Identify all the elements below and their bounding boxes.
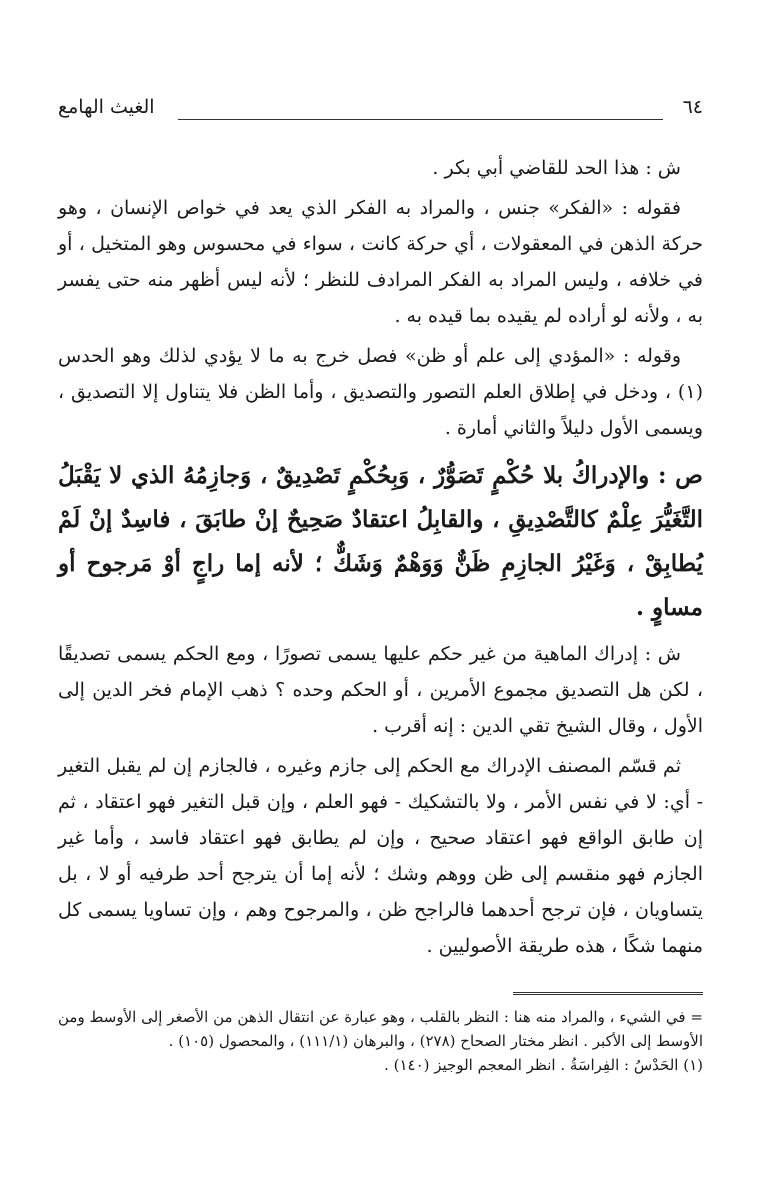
- running-title: الغيث الهامع: [58, 96, 155, 118]
- page-number: ٦٤: [682, 96, 703, 118]
- paragraph-commentary-4: ش : إدراك الماهية من غير حكم عليها يسمى تصورًا ، ومع الحكم يسمى تصديقًا ، لكن هل التصديق مجموع الأمرين ، أو الحكم وحده ؟ ذهب الإمام فخر الدين إلى الأول ، وقال الشيخ تقي الدين : إنه أقرب .: [58, 643, 703, 737]
- body-text: [58, 150, 703, 964]
- footnote-rule: [513, 992, 703, 995]
- footnote-continuation: = في الشيء ، والمراد منه هنا : النظر بالقلب ، وهو عبارة عن انتقال الذهن من الأصغر إلى الأوسط ومن الأوسط إلى الأكبر . انظر مختار الصحاح (٢٧٨) ، والبرهان (١١١/١) ، والمحصول (١٠٥) .: [58, 1008, 703, 1050]
- paragraph-matn-text: ص : والإدراكُ بلا حُكْمٍ تَصَوُّرٌ ، وَبِحُكْمٍ تَصْدِيقٌ ، وَجازِمُهُ الذي لا يَقْبَلُ التَّغَيُّرَ عِلْمٌ كالتَّصْدِيقِ ، والقابِلُ اعتقادٌ صَحِيحٌ إنْ طابَقَ ، فاسِدٌ إنْ لَمْ يُطابِقْ ، وَغَيْرُ الجازِمِ ظَنٌّ وَوَهْمٌ وَشَكٌّ ؛ لأنه إما راجٍ أوْ مَرجوح أو مساوٍ .: [58, 462, 703, 621]
- footnotes: [58, 992, 703, 1077]
- paragraph-commentary-5: ثم قسّم المصنف الإدراك مع الحكم إلى جازم وغيره ، فالجازم إن لم يقبل التغير - أي: لا في نفس الأمر ، ولا بالتشكيك - فهو العلم ، وإن قبل التغير فهو اعتقاد ، ثم إن طابق الواقع فهو اعتقاد صحيح ، وإن لم يطابق فهو اعتقاد فاسد ، وأما غير الجازم فهو منقسم إلى ظن ووهم وشك ؛ لأنه إما أن يترجح أحد طرفيه أو لا ، بل يتساويان ، فإن ترجح أحدهما فالراجح ظن ، والمرجوح وهم ، وإن تساويا يسمى كل منهما شكًا ، هذه طريقة الأصوليين .: [58, 755, 703, 957]
- header-rule: [178, 119, 663, 120]
- page-header: [58, 96, 703, 126]
- paragraph-commentary-3: وقوله : «المؤدي إلى علم أو ظن» فصل خرج به ما لا يؤدي لذلك وهو الحدس (١) ، ودخل في إطلاق العلم التصور والتصديق ، وأما الظن فلا يتناول إلا التصديق ، ويسمى الأول دليلاً والثاني أمارة .: [58, 345, 703, 439]
- paragraph-commentary-1: ش : هذا الحد للقاضي أبي بكر .: [432, 157, 681, 179]
- footnote-1: (١) الحَدْسُ : الفِراسَةُ . انظر المعجم الوجيز (١٤٠) .: [384, 1056, 703, 1074]
- paragraph-commentary-2: فقوله : «الفكر» جنس ، والمراد به الفكر الذي يعد في خواص الإنسان ، وهو حركة الذهن في المعقولات ، أي حركة كانت ، سواء في محسوس وهو المتخيل ، أو في خلافه ، وليس المراد به الفكر المرادف للنظر ؛ لأنه ليس أظهر منه حتى يفسر به ، ولأنه لو أراده لم يقيده بما قيده به .: [58, 197, 703, 327]
